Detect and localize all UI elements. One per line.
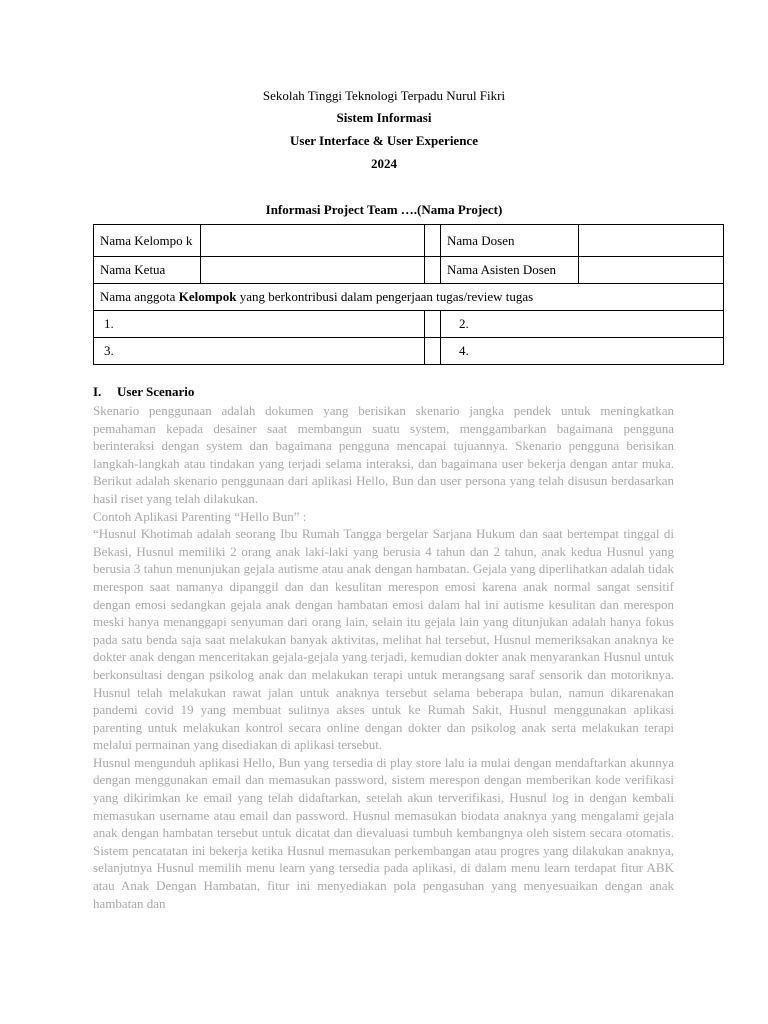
- spacer-cell: [425, 311, 441, 338]
- member-3[interactable]: 3.: [94, 338, 425, 365]
- member-2[interactable]: 2.: [441, 311, 724, 338]
- label-nama-kelompok: Nama Kelompo k: [94, 225, 201, 257]
- section-body: [93, 402, 674, 912]
- info-title: Informasi Project Team ….(Nama Project): [265, 202, 503, 217]
- members-header-prefix: Nama anggota: [100, 289, 179, 304]
- spacer-cell: [425, 257, 441, 284]
- label-nama-asisten-dosen: Nama Asisten Dosen: [441, 257, 579, 284]
- spacer-cell: [425, 338, 441, 365]
- paragraph-app-flow: Husnul mengunduh aplikasi Hello, Bun yang tersedia di play store lalu ia mulai dengan mendaftarkan akunnya dengan menggunakan email dan memasukan password, sistem merespon dengan memberikan kode verifikasi yang dikirimkan ke email yang telah didaftarkan, setelah akun terverifikasi, Husnul log in dengan kembali memasukan username atau email dan password. Husnul memasukan biodata anaknya yang mengalami gejala anak dengan hambatan tersebut untuk dicatat dan dievaluasi tumbuh kembangnya oleh sistem secara otomatis. Sistem pencatatan ini bekerja ketika Husnul memasukan perkembangan atau progres yang dilakukan anaknya, selanjutnya Husnul memilih menu learn yang tersedia pada aplikasi, di dalam menu learn terdapat fitur ABK atau Anak Dengan Hambatan, fitur ini menyediakan pola pengasuhan yang menyesuaikan dengan anak hambatan dan: [93, 754, 674, 911]
- project-team-table: [93, 224, 724, 365]
- field-nama-asisten-dosen[interactable]: [579, 257, 724, 284]
- label-nama-dosen: Nama Dosen: [441, 225, 579, 257]
- member-4[interactable]: 4.: [441, 338, 724, 365]
- course-name: User Interface & User Experience: [290, 133, 478, 148]
- label-nama-ketua: Nama Ketua: [94, 257, 201, 284]
- spacer-cell: [425, 225, 441, 257]
- paragraph-example-title: Contoh Aplikasi Parenting “Hello Bun” :: [93, 508, 307, 524]
- members-header: [94, 284, 724, 311]
- institution-name: Sekolah Tinggi Teknologi Terpadu Nurul Fikri: [262, 88, 506, 103]
- section-title: User Scenario: [117, 384, 195, 399]
- members-header-bold: Kelompok: [178, 289, 237, 304]
- year: 2024: [371, 156, 397, 171]
- field-nama-dosen[interactable]: [579, 225, 724, 257]
- members-header-suffix: yang berkontribusi dalam pengerjaan tugas/review tugas: [236, 289, 534, 304]
- field-nama-kelompok[interactable]: [201, 225, 425, 257]
- section-heading: [93, 384, 194, 400]
- section-number: I.: [93, 384, 102, 399]
- paragraph-intro: Skenario penggunaan adalah dokumen yang berisikan skenario jangka pendek untuk meningkatkan pemahaman kepada desainer saat membangun suatu system, menggambarkan bagaimana pengguna berinteraksi dengan system dan bagaimana pengguna mencapai tujuannya. Skenario pengguna berisikan langkah-langkah atau tindakan yang terjadi selama interaksi, dan bagaimana user bekerja dengan antar muka. Berikut adalah skenario penggunaan dari aplikasi Hello, Bun dan user persona yang telah disusun berdasarkan hasil riset yang telah dilakukan.: [93, 403, 674, 506]
- paragraph-story: “Husnul Khotimah adalah seorang Ibu Rumah Tangga bergelar Sarjana Hukum dan saat bertempat tinggal di Bekasi, Husnul memiliki 2 orang anak laki-laki yang berusia 4 tahun dan 2 tahun, anak kedua Husnul yang berusia 3 tahun menunjukan gejala autisme atau anak dengan hambatan. Gejala yang diperlihatkan adalah tidak merespon saat namanya dipanggil dan dan kesulitan merespon emosi karena anak normal sangat sensitif dengan emosi sedangkan gejala anak dengan hambatan emosi dalam hal ini autisme kesulitan dan merespon meski hanya menanggapi senyuman dari orang lain, selain itu gejala lain yang ditunjukan adalah hanya fokus pada satu benda saja saat melakukan banyak aktivitas, melihat hal tersebut, Husnul memeriksakan anaknya ke dokter anak dengan menceritakan gejala-gejala yang terjadi, kemudian dokter anak menyarankan Husnul untuk berkonsultasi dengan psikolog anak dan melakukan terapi untuk merangsang saraf sensorik dan motoriknya. Husnul telah melakukan rawat jalan untuk anaknya tersebut selama beberapa bulan, namun dikarenakan pandemi covid 19 yang membuat sulitnya akses untuk ke Rumah Sakit, Husnul menggunakan aplikasi parenting untuk melakukan kontrol secara online dengan dokter dan psikolog anak serta melakukan terapi melalui permainan yang disediakan di aplikasi tersebut.: [93, 526, 674, 753]
- member-1[interactable]: 1.: [94, 311, 425, 338]
- program-name: Sistem Informasi: [336, 110, 432, 125]
- field-nama-ketua[interactable]: [201, 257, 425, 284]
